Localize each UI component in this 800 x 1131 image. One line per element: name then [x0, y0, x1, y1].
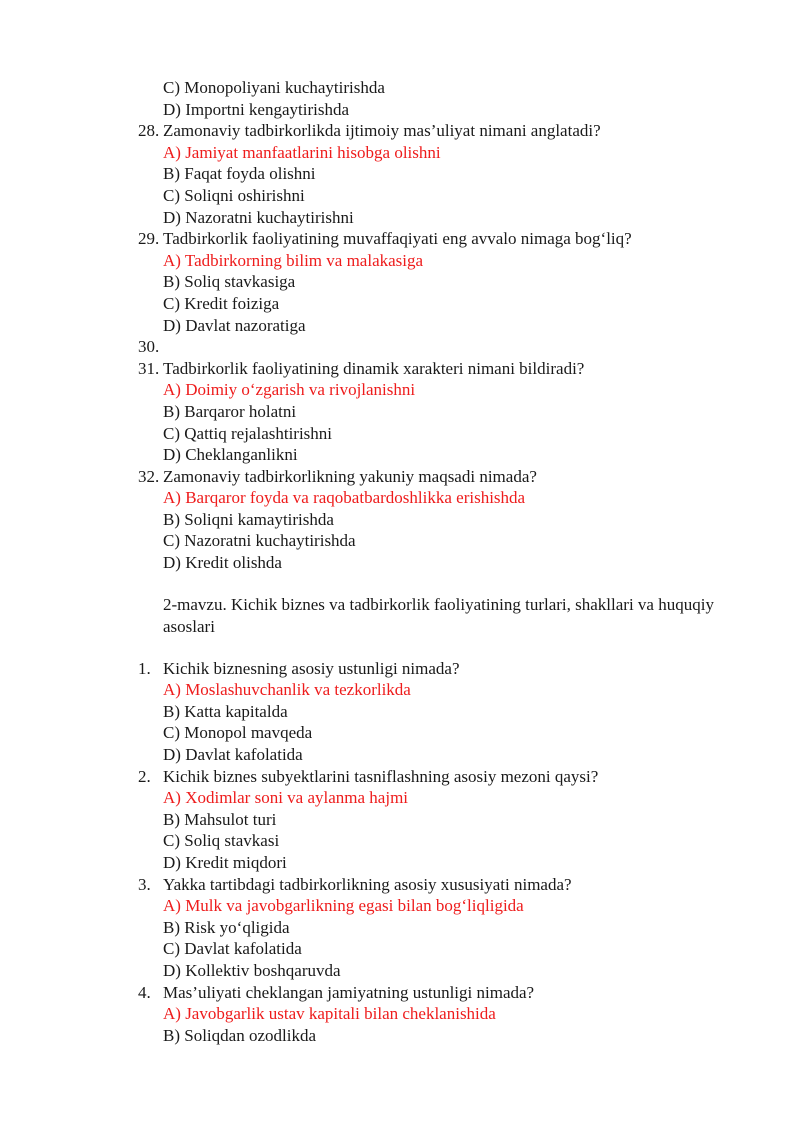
answer-option: D) Kredit olishda: [163, 553, 282, 573]
question-number: 4.: [138, 982, 151, 1002]
answer-option-correct: A) Jamiyat manfaatlarini hisobga olishni: [163, 142, 441, 162]
document-content: [138, 77, 738, 1046]
answer-option: D) Davlat kafolatida: [163, 745, 303, 765]
question-number: 30.: [138, 337, 160, 357]
answer-option-correct: A) Javobgarlik ustav kapitali bilan cheklanishida: [163, 1004, 496, 1024]
question-text: Tadbirkorlik faoliyatining dinamik xarakteri nimani bildiradi?: [163, 358, 585, 378]
answer-option: D) Nazoratni kuchaytirishni: [163, 207, 354, 227]
question-text: Zamonaviy tadbirkorlikda ijtimoiy mas’uliyat nimani anglatadi?: [163, 121, 601, 141]
question-number: 29.: [138, 229, 160, 249]
answer-option-correct: A) Moslashuvchanlik va tezkorlikda: [163, 680, 411, 700]
answer-option: B) Barqaror holatni: [163, 401, 297, 421]
question-30: [138, 336, 738, 358]
question-number: 28.: [138, 121, 160, 141]
answer-option-correct: A) Doimiy o‘zgarish va rivojlanishni: [163, 380, 416, 400]
question-31: [138, 358, 738, 466]
answer-option-correct: A) Mulk va javobgarlikning egasi bilan bog‘liqligida: [163, 896, 524, 916]
question-number: 3.: [138, 874, 151, 894]
answer-option: D) Cheklanganlikni: [163, 445, 298, 465]
question-29: [138, 228, 738, 336]
question-text: Yakka tartibdagi tadbirkorlikning asosiy xususiyati nimada?: [163, 874, 572, 894]
question-number: 1.: [138, 658, 151, 678]
answer-option: C) Kredit foiziga: [163, 293, 280, 313]
question-2-4: [138, 982, 738, 1047]
answer-option: C) Soliq stavkasi: [163, 831, 280, 851]
answer-option-correct: A) Xodimlar soni va aylanma hajmi: [163, 788, 409, 808]
question-2-1: [138, 658, 738, 766]
answer-option: C) Monopol mavqeda: [163, 723, 313, 743]
question-number: 32.: [138, 466, 160, 486]
answer-option: C) Qattiq rejalashtirishni: [163, 423, 333, 443]
answer-option: D) Kredit miqdori: [163, 853, 287, 872]
answer-option: B) Soliqni kamaytirishda: [163, 509, 334, 529]
answer-option-correct: A) Barqaror foyda va raqobatbardoshlikka erishishda: [163, 488, 526, 508]
answer-option: B) Soliq stavkasiga: [163, 272, 296, 292]
question-32: [138, 466, 738, 574]
prev-question-options: [138, 77, 738, 120]
question-text: Tadbirkorlik faoliyatining muvaffaqiyati eng avvalo nimaga bog‘liq?: [163, 229, 632, 249]
answer-option: C) Nazoratni kuchaytirishda: [163, 531, 356, 551]
answer-option: B) Faqat foyda olishni: [163, 164, 316, 184]
question-2-3: [138, 874, 738, 982]
answer-option: D) Kollektiv boshqaruvda: [163, 960, 341, 980]
question-28: [138, 120, 738, 228]
answer-option-correct: A) Tadbirkorning bilim va malakasiga: [163, 250, 424, 270]
question-text: Mas’uliyati cheklangan jamiyatning ustunligi nimada?: [163, 982, 535, 1002]
answer-option: C) Soliqni oshirishni: [163, 185, 305, 205]
section-heading: 2-mavzu. Kichik biznes va tadbirkorlik faoliyatining turlari, shakllari va huquqiy asoslari: [163, 594, 714, 636]
answer-option: C) Monopoliyani kuchaytirishda: [163, 78, 385, 97]
question-text: Kichik biznes subyektlarini tasniflashning asosiy mezoni qaysi?: [163, 766, 599, 786]
question-number: 31.: [138, 358, 160, 378]
answer-option: C) Davlat kafolatida: [163, 939, 302, 959]
answer-option: D) Davlat nazoratiga: [163, 315, 306, 335]
answer-option: B) Mahsulot turi: [163, 809, 277, 829]
answer-option: B) Katta kapitalda: [163, 701, 288, 721]
answer-option: D) Importni kengaytirishda: [163, 99, 350, 119]
question-text: Zamonaviy tadbirkorlikning yakuniy maqsadi nimada?: [163, 466, 537, 486]
answer-option: B) Soliqdan ozodlikda: [163, 1025, 316, 1045]
question-number: 2.: [138, 766, 151, 786]
answer-option: B) Risk yo‘qligida: [163, 917, 290, 937]
question-text: Kichik biznesning asosiy ustunligi nimada?: [163, 658, 460, 678]
question-2-2: [138, 766, 738, 874]
